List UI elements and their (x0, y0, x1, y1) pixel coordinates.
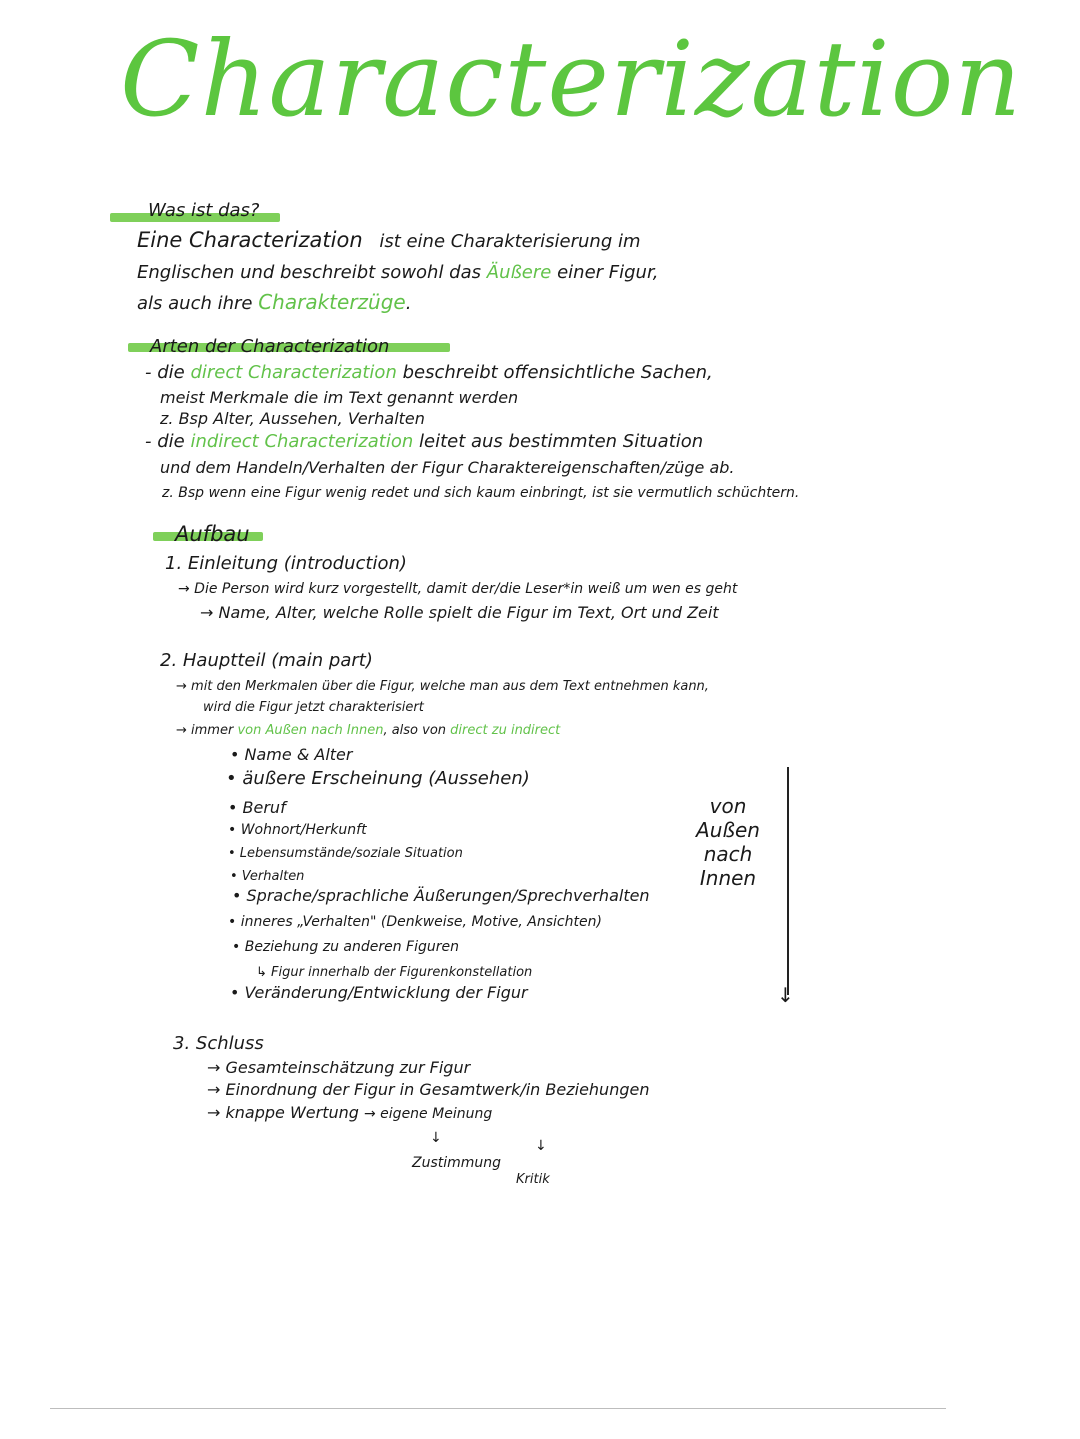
aufbau-intro-a: → Die Person wird kurz vorgestellt, damit der/die Leser*in weiß um wen es geht (178, 581, 738, 597)
text-green: indirect Characterization (190, 431, 414, 452)
text: beschreibt offensichtliche Sachen, (402, 362, 713, 383)
bullet-item: • Lebensumstände/soziale Situation (228, 846, 463, 861)
text: - die (145, 431, 185, 452)
aufbau-end-a: → Gesamteinschätzung zur Figur (207, 1058, 471, 1077)
text: . (405, 293, 412, 314)
definition-line-3 (137, 290, 411, 314)
aufbau-intro: 1. Einleitung (introduction) (165, 553, 407, 574)
bullet-item: • Name & Alter (230, 745, 353, 764)
text-green: direct Characterization (190, 362, 397, 383)
arten-line-6: z. Bsp wenn eine Figur wenig redet und sich kaum einbringt, ist sie vermutlich schüchtern. (162, 485, 800, 501)
text: einer Figur, (557, 262, 659, 283)
section-heading-was-ist-das: Was ist das? (148, 200, 260, 221)
aufbau-main-a: → mit den Merkmalen über die Figur, welche man aus dem Text entnehmen kann, (176, 679, 709, 694)
text-green: direct zu indirect (450, 723, 561, 738)
text-green: Äußere (486, 262, 552, 283)
arten-line-3: z. Bsp Alter, Aussehen, Verhalten (160, 409, 425, 428)
aufbau-end: 3. Schluss (173, 1033, 264, 1054)
text: Eine Characterization (137, 228, 363, 252)
text: ist eine Charakterisierung im (379, 231, 641, 252)
section-heading-arten: Arten der Characterization (150, 336, 390, 357)
aufbau-end-b: → Einordnung der Figur in Gesamtwerk/in Beziehungen (207, 1080, 650, 1099)
bullet-item: • Verhalten (230, 869, 305, 884)
text: - die (145, 362, 185, 383)
zustimmung-label: Zustimmung (412, 1155, 502, 1171)
page-title: Characterization (120, 18, 1023, 140)
bullet-subitem: ↳ Figur innerhalb der Figurenkonstellation (256, 965, 533, 980)
text: als auch ihre (137, 293, 253, 314)
aufbau-main: 2. Hauptteil (main part) (160, 650, 373, 671)
definition-line-2 (137, 262, 658, 283)
aufbau-end-c (207, 1103, 492, 1122)
down-arrow-line (787, 767, 789, 995)
down-arrow-icon: ↓ (777, 983, 794, 1007)
bullet-item: • äußere Erscheinung (Aussehen) (226, 768, 530, 789)
arten-line-1 (145, 362, 713, 383)
text: → knappe Wertung (207, 1103, 359, 1122)
bullet-item: • Veränderung/Entwicklung der Figur (230, 983, 528, 1002)
arten-line-5: und dem Handeln/Verhalten der Figur Charaktereigenschaften/züge ab. (160, 458, 735, 477)
text: leitet aus bestimmten Situation (419, 431, 704, 452)
aufbau-main-b: wird die Figur jetzt charakterisiert (203, 700, 424, 715)
aufbau-main-c (176, 723, 560, 738)
text-green: von Außen nach Innen (237, 723, 384, 738)
text: → eigene Meinung (364, 1106, 493, 1122)
text: → immer (176, 723, 234, 738)
bullet-item: • Beruf (228, 798, 286, 817)
text: , also von (383, 723, 447, 738)
arrow-down-icon: ↓ (430, 1130, 442, 1146)
bottom-divider (50, 1408, 946, 1409)
side-note: von Außen nach Innen (696, 794, 760, 890)
aufbau-intro-b: → Name, Alter, welche Rolle spielt die Figur im Text, Ort und Zeit (200, 603, 719, 622)
text-green: Charakterzüge (258, 290, 406, 314)
arten-line-2: meist Merkmale die im Text genannt werden (160, 388, 519, 407)
bullet-item: • Beziehung zu anderen Figuren (232, 939, 459, 955)
kritik-label: Kritik (516, 1172, 550, 1187)
bullet-item: • Sprache/sprachliche Äußerungen/Sprechverhalten (232, 886, 650, 905)
text: Englischen und beschreibt sowohl das (137, 262, 482, 283)
definition-line-1 (137, 228, 641, 252)
section-heading-aufbau: Aufbau (175, 522, 250, 546)
bullet-item: • Wohnort/Herkunft (228, 822, 367, 838)
arrow-down-icon: ↓ (535, 1138, 547, 1154)
bullet-item: • inneres „Verhalten" (Denkweise, Motive, Ansichten) (228, 914, 602, 930)
arten-line-4 (145, 431, 703, 452)
